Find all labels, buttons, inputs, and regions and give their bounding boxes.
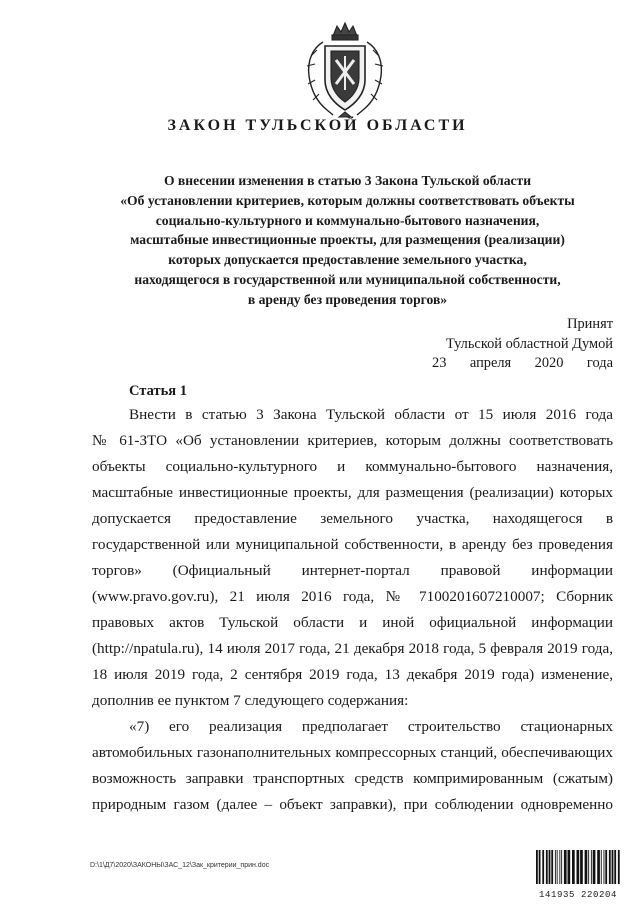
adoption-day: 23 (432, 355, 447, 371)
subject-line: которых допускается предоставление земельного участка, (168, 252, 527, 268)
adoption-year-word: года (586, 355, 613, 371)
subject-line: в аренду без проведения торгов» (247, 291, 448, 307)
adopted-label: Принят (567, 316, 613, 332)
body-line: допускается предоставление земельного участка, находящегося в (92, 510, 613, 527)
body-line: природным газом (далее – объект заправки), при соблюдении одновременно (92, 796, 613, 813)
barcode-bar (568, 850, 571, 884)
barcode-bar (618, 850, 620, 884)
barcode-bar (585, 850, 588, 884)
adoption-date (420, 354, 613, 374)
barcode-number: 141935 220204 (538, 890, 617, 900)
barcode-bar (539, 850, 541, 884)
barcode-bar (557, 850, 558, 884)
barcode-bar (580, 850, 583, 884)
body-line: возможность заправки транспортных средств компримированным (сжатым) (92, 770, 613, 787)
adoption-month: апреля (469, 355, 512, 371)
body-line: правовых актов Тульской области и иной официальной информации (92, 614, 613, 631)
file-path-footer: D:\1\Д7\2020\ЗАКОНЫ\ЗАС_12\Зак_критерии_прин.doc (90, 862, 270, 869)
barcode-bar (564, 850, 567, 884)
barcode-bar (577, 850, 580, 884)
subject-line: О внесении изменения в статью 3 Закона Тульской области (163, 173, 532, 188)
barcode-bar (542, 850, 544, 884)
body-line: государственной или муниципальной собственности, в аренду без проведения (92, 536, 613, 553)
adopted-by: Тульской областной Думой (446, 335, 613, 352)
subject-line: находящегося в государственной или муниципальной собственности, (134, 271, 561, 287)
barcode-bar (601, 850, 602, 884)
body-line: № 61-ЗТО «Об установлении критериев, которым должны соответствовать (92, 432, 613, 449)
body-line: (www.pravo.gov.ru), 21 июля 2016 года, № 7100201607210007; Сборник (92, 588, 613, 605)
barcode-bar (614, 850, 616, 884)
coat-of-arms-emblem (303, 20, 387, 122)
body-line: Внести в статью 3 Закона Тульской области от 15 июля 2016 года (129, 406, 613, 423)
barcode-bar (561, 850, 562, 884)
barcode-bar (572, 850, 575, 884)
adoption-block (420, 315, 613, 374)
body-line: (http://npatula.ru), 14 июля 2017 года, 21 декабря 2018 года, 5 февраля 2019 года, (92, 640, 613, 657)
barcode-bar (605, 850, 607, 884)
barcode-bar (549, 850, 551, 884)
subject-line: социально-культурного и коммунально-бытового назначения, (155, 212, 540, 228)
barcode-bar (593, 850, 596, 884)
barcode-bar (588, 850, 589, 884)
document-barcode (535, 850, 621, 898)
body-line: 18 июля 2019 года, 2 сентября 2019 года, 13 декабря 2019 года) изменение, (92, 666, 613, 683)
law-title: ЗАКОН ТУЛЬСКОЙ ОБЛАСТИ (167, 117, 468, 134)
barcode-bar (536, 850, 538, 884)
body-line: объекты социально-культурного и коммунально-бытового назначения, (92, 458, 613, 475)
law-subject (60, 171, 635, 310)
body-line: «7) его реализация предполагает строительство стационарных (129, 718, 613, 735)
subject-line: масштабные инвестиционные проекты, для размещения (реализации) (130, 232, 565, 248)
subject-line: «Об установлении критериев, которым должны соответствовать объекты (120, 192, 575, 208)
adoption-year: 2020 (534, 355, 564, 371)
barcode-bar (609, 850, 611, 884)
barcode-bar (612, 850, 614, 884)
barcode-bar (597, 850, 600, 884)
barcode-bar (591, 850, 592, 884)
body-line: автомобильных газонаполнительных компрессорных станций, обеспечивающих (92, 744, 613, 761)
barcode-bar (559, 850, 560, 884)
barcode-bar (546, 850, 548, 884)
body-line: дополнив ее пунктом 7 следующего содержания: (92, 692, 409, 709)
article-heading: Статья 1 (129, 383, 187, 399)
barcode-bar (555, 850, 556, 884)
body-line: масштабные инвестиционные проекты, для размещения (реализации) которых (92, 484, 613, 501)
barcode-bar (604, 850, 605, 884)
barcode-bar (551, 850, 553, 884)
body-line: торгов» (Официальный интернет-портал правовой информации (92, 562, 613, 579)
barcode-bars (535, 850, 621, 884)
